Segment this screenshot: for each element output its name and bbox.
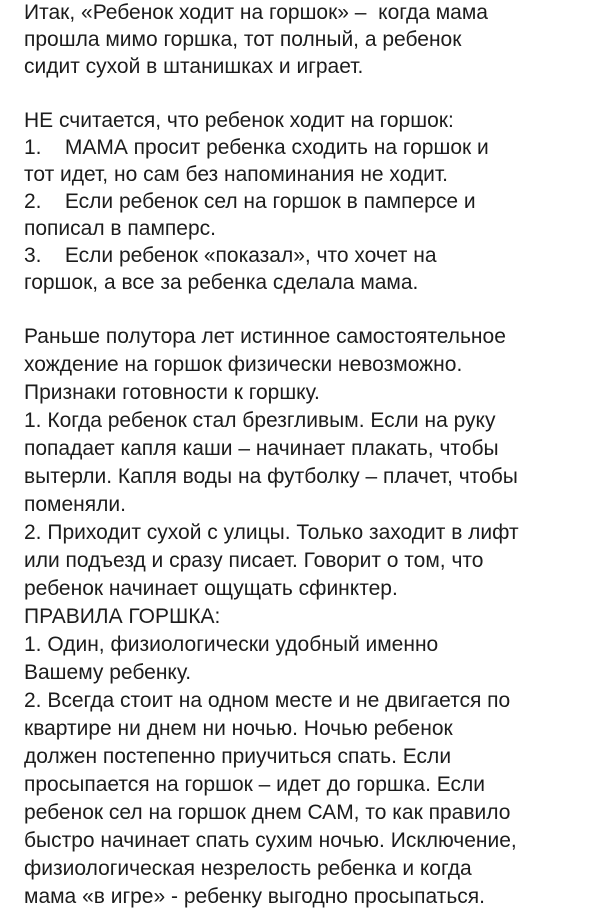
text-line: или подъезд и сразу писает. Говорит о том, что xyxy=(24,549,484,572)
text-line: вытерли. Капля воды на футболку – плачет, чтобы xyxy=(24,465,518,488)
text-line: 2. Приходит сухой с улицы. Только заходит в лифт xyxy=(24,521,519,544)
section-heading: ПРАВИЛА ГОРШКА: xyxy=(24,605,221,628)
text-line: ребенок сел на горшок днем САМ, то как правило xyxy=(24,801,511,824)
text-line: сидит сухой в штанишках и играет. xyxy=(24,55,364,78)
text-line: 3. Если ребенок «показал», что хочет на xyxy=(24,244,437,267)
paragraph-gap xyxy=(24,296,594,323)
text-line: физиологическая незрелость ребенка и когда xyxy=(24,857,472,880)
text-line: мама «в игре» - ребенку выгодно просыпаться. xyxy=(24,885,485,908)
text-line: Вашему ребенку. xyxy=(24,661,192,684)
text-line: прошла мимо горшка, тот полный, а ребенок xyxy=(24,28,462,51)
text-line: 2. Если ребенок сел на горшок в памперсе и xyxy=(24,190,476,213)
text-line: быстро начинает спать сухим ночью. Исключение, xyxy=(24,829,517,852)
text-line: должен постепенно приучиться спать. Если xyxy=(24,745,452,768)
text-line: пописал в памперс. xyxy=(24,217,216,240)
readiness-section xyxy=(24,323,594,911)
text-line: Итак, «Ребенок ходит на горшок» – когда мама xyxy=(24,1,488,24)
text-line: поменяли. xyxy=(24,493,126,516)
section-heading: Признаки готовности к горшку. xyxy=(24,381,320,404)
text-line: 1. МАМА просит ребенка сходить на горшок и xyxy=(24,136,489,159)
text-line: квартире ни днем ни ночью. Ночью ребенок xyxy=(24,717,453,740)
text-line: хождение на горшок физически невозможно. xyxy=(24,353,463,376)
not-counted-section xyxy=(24,107,594,296)
text-line: ребенок начинает ощущать сфинктер. xyxy=(24,577,398,600)
text-line: 1. Когда ребенок стал брезгливым. Если на руку xyxy=(24,409,496,432)
paragraph-gap xyxy=(24,80,594,107)
text-line: просыпается на горшок – идет до горшка. Если xyxy=(24,773,486,796)
document-body xyxy=(24,0,594,911)
section-heading: НЕ считается, что ребенок ходит на горшок: xyxy=(24,109,454,132)
text-line: 1. Один, физиологически удобный именно xyxy=(24,633,439,656)
text-line: попадает капля каши – начинает плакать, чтобы xyxy=(24,437,499,460)
text-line: горшок, а все за ребенка сделала мама. xyxy=(24,271,419,294)
text-line: тот идет, но сам без напоминания не ходит. xyxy=(24,163,449,186)
text-line: Раньше полутора лет истинное самостоятельное xyxy=(24,325,506,348)
text-line: 2. Всегда стоит на одном месте и не двигается по xyxy=(24,689,511,712)
intro-paragraph xyxy=(24,0,594,80)
